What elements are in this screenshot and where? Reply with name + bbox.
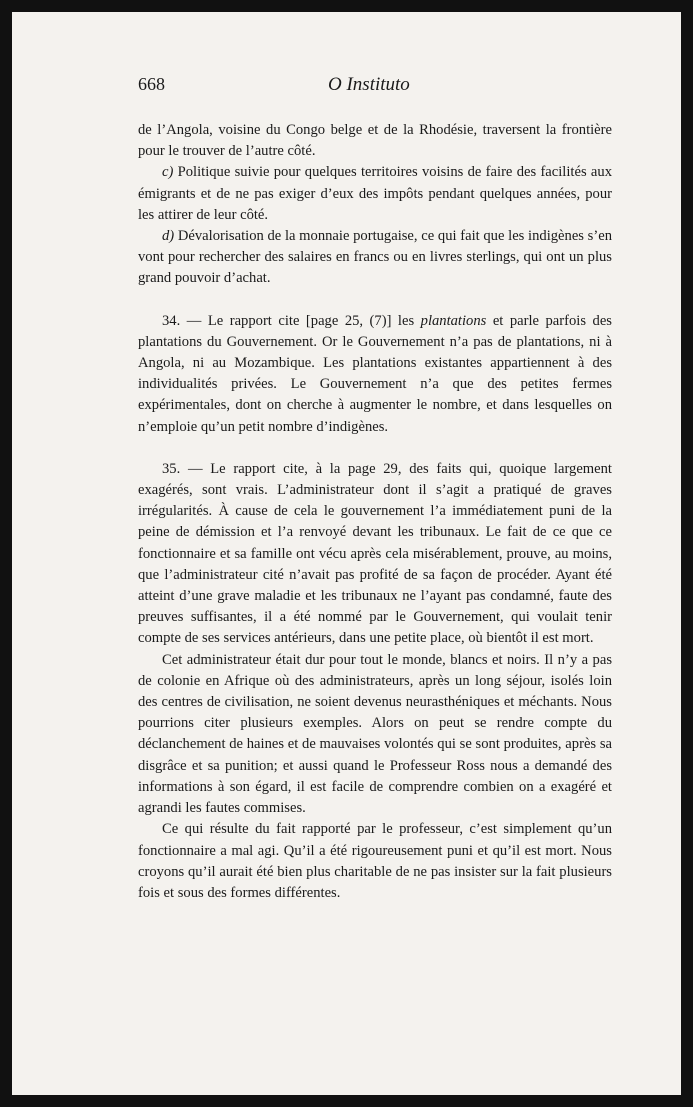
paragraph-d-text: Dévalorisation de la monnaie portugaise, ce qui fait que les indigènes s’en vont pour rechercher des salaires en francs ou en livres sterlings, qui ont un plus grand pouvoir d’achat. [138,228,612,287]
section-35: 35. — Le rapport cite, à la page 29, des faits qui, quoique largement exagérés, sont vrais. L’administrateur dont il s’agit a pratiqué de graves irrégularités. À cause de cela le gouvernement l’a immédiatement puni de la peine de démission et l’a renvoyé devant les tribunaux. Le fait de ce que ce fonctionnaire et sa famille ont vécu après cela misérablement, prouve, au moins, que l’administrateur cité n’avait pas profité de sa façon de procéder. Ayant été atteint d’une grave maladie et les tribunaux ne l’ayant pas condamné, faute des preuves suffisantes, il a été nommé par le Gouvernement, qui voulait tenir compte de ses services antérieurs, dans une petite place, où bientôt il est mort. [138,460,612,647]
paragraph-c [138,162,612,226]
page-sheet [12,12,681,1095]
paragraph-c-text: Politique suivie pour quelques territoires voisins de faire des facilités aux émigrants et de ne pas exiger d’eux des impôts pendant quelques années, pour les attirer de leur côté. [138,164,612,223]
paragraph-d [138,226,612,290]
section-gap [138,438,612,459]
list-label-c: c) [162,164,174,181]
running-header [138,74,618,104]
page-border [4,4,683,1097]
section-gap [138,290,612,311]
section-34-start: 34. — Le rapport cite [page 25, (7)] les [162,312,421,329]
paragraph-conclusion: Ce qui résulte du fait rapporté par le professeur, c’est simplement qu’un fonctionnaire a mal agi. Qu’il a été rigoureusement puni et qu’il est mort. Nous croyons qu’il aurait été bien plus charitable de ne pas insister sur la fait plusieurs fois et sous des formes différentes. [138,821,612,901]
running-title: O Instituto [328,74,410,95]
body-text [138,120,612,904]
paragraph-administrator: Cet administrateur était dur pour tout le monde, blancs et noirs. Il n’y a pas de colonie en Afrique où des administrateurs, après un long séjour, isolés loin des centres de civilisation, ne soient devenus neurasthéniques et méchants. Nous pourrions citer plusieurs exemples. Alors on peut se rendre compte du déclanchement de haines et de mauvaises volontés qui se sont produites, après sa disgrâce et sa punition; et aussi quand le Professeur Ross nous a demandé des informations à son égard, il est facile de comprendre combien on a exagéré et agrandi les fautes commises. [138,651,612,817]
section-34-end: et parle parfois des plantations du Gouvernement. Or le Gouvernement n’a pas de plantations, ni à Angola, ni au Mozambique. Les plantations existantes appartiennent à des individualités privées. Le Gouvernement n’a que des petites fermes expérimentales, dont on cherche à augmenter le nombre, et dans lesquelles on n’emploie qu’un petit nombre d’indigènes. [138,312,612,435]
list-label-d: d) [162,228,175,245]
page-number: 668 [138,74,165,94]
paragraph-continuation: de l’Angola, voisine du Congo belge et de la Rhodésie, traversent la frontière pour le trouver de l’autre côté. [138,122,612,160]
section-34 [138,311,612,438]
section-34-emphasis: plantations [420,312,487,329]
